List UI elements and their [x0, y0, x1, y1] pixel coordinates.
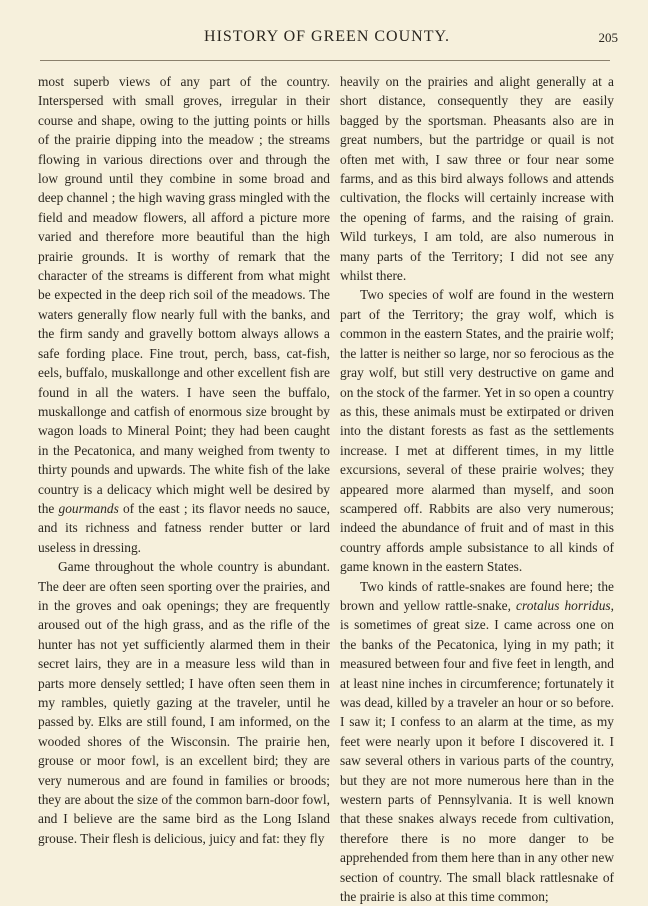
- running-title: HISTORY OF GREEN COUNTY.: [204, 28, 450, 45]
- italic-text: gourmands: [58, 500, 119, 516]
- paragraph: [340, 577, 614, 906]
- paragraph: heavily on the prairies and alight generally at a short distance, consequently they are easily bagged by the sportsman. Pheasants also are in great numbers, but the partridge or quail is not often met with, I saw three or four near some farms, and as this bird always follows and attends cultivation, the flocks will certainly increase with the opening of farms, and the raising of grain. Wild turkeys, I am told, are also numerous in many parts of the Territory; I did not see any whilst there.: [340, 74, 614, 284]
- page-number: 205: [598, 30, 618, 45]
- paragraph: Two species of wolf are found in the western part of the Territory; the gray wolf, which is common in the eastern States, and the prairie wolf; the latter is neither so large, nor so ferocious as the gray wolf, but still very destructive on game and on the stock of the farmer. Yet in so open a country as this, these animals must be extirpated or driven into the distant forests as fast as the settlements increase. I met at different times, in my little excursions, several of these prairie wolves; they appeared more alarmed than myself, and soon scampered off. Rabbits are also very numerous; indeed the abundance of fruit and of mast in this country affords ample subsistance to all kinds of game known in the eastern States.: [340, 287, 614, 575]
- paragraph-text: most superb views of any part of the country. Interspersed with small groves, irregular in their course and shape, owing to the jutting points or hills of the prairie dipping into the meadow ; the streams flowing in various directions over and through the low ground until they combine in some broad and deep channel ; the high waving grass mingled with the field and meadow flowers, all afford a picture more varied and therefore more beautiful than the high prairie grounds. It is worthy of remark that the character of the streams is different from what might be expected in the deep rich soil of the meadows. The waters generally flow nearly full with the banks, and the firm sandy and gravelly bottom always allows a safe fording place. Fine trout, perch, bass, cat-fish, eels, buffalo, muskallonge and other excellent fish are found in all the waters. I have seen the buffalo, muskallonge and catfish of enormous size brought by wagon loads to Mineral Point; they had been caught in the Pecatonica, and many weighed from twenty to thirty pounds and upwards. The white fish of the lake country is a delicacy which might well be desired by the: [38, 74, 330, 516]
- right-column: [340, 72, 614, 905]
- page-header: [36, 28, 618, 54]
- italic-text: crotalus horridus: [516, 597, 611, 613]
- paragraph-text: , is sometimes of great size. I came across one on the banks of the Pecatonica, lying in my path; it measured between four and five feet in length, and at least nine inches in circumference; fortunately it was dead, killed by a traveler an hour or so before. I saw it; I confess to an alarm at the time, as my feet were nearly upon it before I discovered it. I saw several others in various parts of the country, but they are not more numerous here than in the western parts of Pennsylvania. It is well known that these snakes always recede from cultivation, therefore there is no more danger to be apprehended from them here than in any other new section of country. The small black rattlesnake of the prairie is also at this time common;: [340, 597, 614, 905]
- paragraph: Game throughout the whole country is abundant. The deer are often seen sporting over the prairies, and in the groves and oak openings; they are frequently aroused out of the high grass, and as the rifle of the hunter has not yet sufficiently alarmed them in their secret lairs, they are in a measure less wild than in parts more densely settled; I have often seen them in my rambles, quietly gazing at the traveler, until he passed by. Elks are still found, I am informed, on the wooded shores of the Wisconsin. The prairie hen, grouse or moor fowl, is an excellent bird; they are very numerous and are found in families or broods; they are about the size of the common barn-door fowl, and I believe are the same bird as the Long Island grouse. Their flesh is delicious, juicy and fat: they fly: [38, 559, 330, 846]
- header-rule: [40, 60, 610, 61]
- paragraph-text: of the east ; its flavor needs no sauce, and its richness and fatness render butter or lard useless in dressing.: [38, 500, 330, 555]
- left-column: [38, 72, 330, 884]
- paragraph-text: Two kinds of rattle-snakes are found here; the brown and yellow rattle-snake,: [340, 578, 614, 613]
- paragraph: [38, 72, 330, 557]
